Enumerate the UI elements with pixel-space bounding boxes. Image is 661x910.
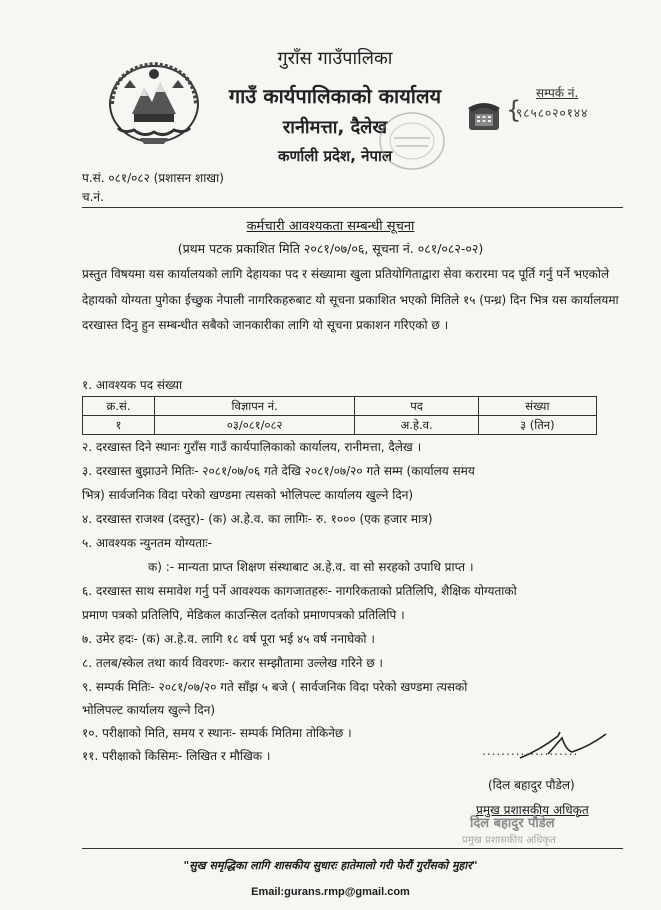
cell-count: ३ (तिन) [478,416,596,435]
signer-stamp-title: प्रमुख प्रशासकीय अधिकृत [462,835,556,846]
section-11: ११. परीक्षाको किसिमः- लिखित र मौखिक । [82,749,271,763]
office-stamp [376,108,448,174]
section-9-line2: भोलिपल्ट कार्यालय खुल्ने दिन) [82,703,216,717]
notice-intro: प्रस्तुत विषयमा यस कार्यालयको लागि देहायका पद र संख्यामा खुला प्रतियोगिताद्वारा सेवा करारमा पद पूर्ति गर्नु पर्ने भएकोले देहायको योग्यता पुगेका ईच्छुक नेपाली नागरिकहरुबाट यो सूचना प्रकाशित भएको मितिले १५ (पन्ध्र) दिन भित्र यस कार्यालयमा दरखास्त दिनु हुन सम्बन्धीत सबैको जानकारीका लागि यो सूचना प्रकाशन गरिएको छ । [82,267,619,332]
section-3-line2: भित्र) सार्वजनिक विदा परेको खण्डमा त्यसको भोलिपल्ट कार्यालय खुल्ने दिन) [82,488,414,502]
section-6-line1: ६. दरखास्त साथ समावेश गर्नु पर्ने आवश्यक कागजातहरुः- नागरिकताको प्रतिलिपि, शैक्षिक योग्यताको [82,584,517,598]
telephone-icon [466,98,502,132]
contact-brace: { [506,96,522,124]
signer-stamp-name: दिल बहादुर पौडेल [470,816,555,831]
footer-email: Email:gurans.rmp@gmail.com [251,886,410,898]
signature-line: .................... [482,744,579,758]
section-1: १. आवश्यक पद संख्या [82,378,183,392]
table-row [83,416,597,435]
section-2: २. दरखास्त दिने स्थानः गुराँस गाउँ कार्यपालिकाको कार्यालय, रानीमत्ता, दैलेख । [82,440,422,454]
section-5: ५. आवश्यक न्युनतम योग्यताः- [82,536,212,550]
contact-number: ९८५८०२०१४४ [516,106,589,120]
section-7: ७. उमेर हदः- (क) अ.हे.व. लागि १८ वर्ष पूरा भई ४५ वर्ष ननाघेको । [82,632,375,646]
table-header-row [83,397,597,416]
posts-table [82,396,597,435]
notice-title: कर्मचारी आवश्यकता सम्बन्धी सूचना [246,219,415,234]
col-count: संख्या [478,397,596,416]
office-location: रानीमत्ता, दैलेख [282,117,388,138]
signer-name: (दिल बहादुर पौडेल) [488,778,575,792]
section-9-line1: ९. सम्पर्क मितिः- २०८१/०७/२० गते साँझ ५ बजे ( सार्वजनिक विदा परेको खण्डमा त्यसको [82,680,468,694]
cell-advert-no: ०३/०८१/०८२ [154,416,354,435]
header-divider [82,207,623,208]
province-name: कर्णाली प्रदेश, नेपाल [277,147,393,165]
section-6-line2: प्रमाण पत्रको प्रतिलिपि, मेडिकल काउन्सिल दर्ताको प्रमाणपत्रको प्रतिलिपि । [82,608,405,622]
reference-number: प.सं. ०८१/०८२ (प्रशासन शाखा) [82,171,224,185]
nepal-emblem-icon [104,58,204,146]
footer-divider [82,848,623,849]
cell-post: अ.हे.व. [355,416,478,435]
section-5a: क) :- मान्यता प्राप्त शिक्षण संस्थाबाट अ.हे.व. वा सो सरहको उपाधि प्राप्त । [148,560,474,574]
footer-slogan: "सुख समृद्धिका लागि शासकीय सुधारः हातेमालो गरी फेरौं गुराँसको मुहार" [183,859,478,872]
notice-subtitle: (प्रथम पटक प्रकाशित मिति २०८१/०७/०६, सूचना नं. ०८१/०८२-०२) [177,241,484,256]
section-3-line1: ३. दरखास्त बुझाउने मितिः- २०८१/०७/०६ गते देखि २०८१/०७/२० गते सम्म (कार्यालय समय [82,464,475,478]
section-4: ४. दरखास्त राजश्व (दस्तुर)- (क) अ.हे.व. का लागिः- रु. १००० (एक हजार मात्र) [82,512,433,526]
col-serial: क्र.सं. [83,397,155,416]
section-8: ८. तलब/स्केल तथा कार्य विवरणः- करार सम्झौतामा उल्लेख गरिने छ । [82,656,383,670]
cell-serial: १ [83,416,155,435]
signer-title: प्रमुख प्रशासकीय अधिकृत [476,803,589,817]
municipality-name: गुराँस गाउँपालिका [277,48,393,69]
contact-label: सम्पर्क नं. [536,86,579,100]
dispatch-number: च.नं. [82,190,104,204]
section-10: १०. परीक्षाको मिति, समय र स्थानः- सम्पर्क मितिमा तोकिनेछ । [82,726,352,740]
office-name: गाउँ कार्यपालिकाको कार्यालय [228,84,442,108]
col-post: पद [355,397,478,416]
col-advert-no: विज्ञापन नं. [154,397,354,416]
